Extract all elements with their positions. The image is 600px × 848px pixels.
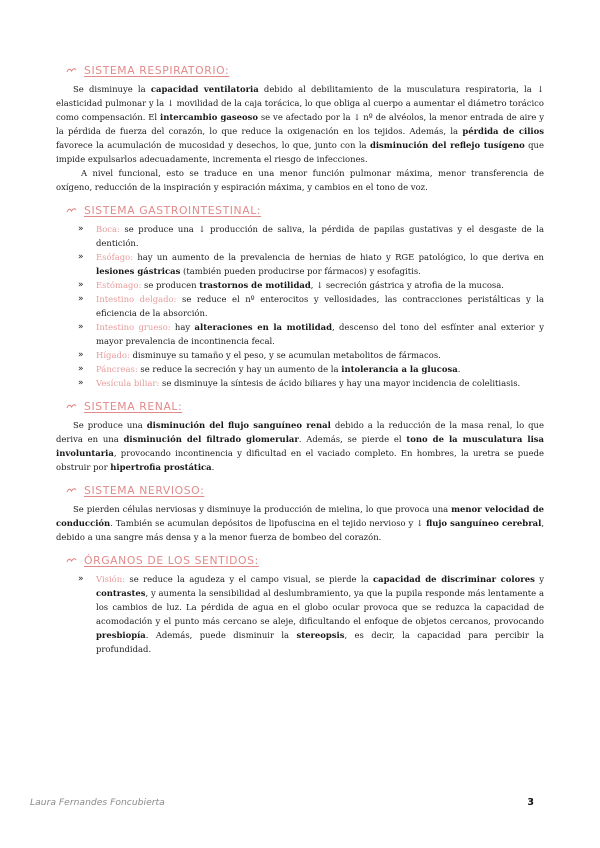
double-chevron-icon: » [78,364,84,374]
organ-list [56,572,544,656]
section-respiratorio [56,62,544,194]
list-item: » Páncreas: se reduce la secreción y hay un aumento de la intolerancia a la glucosa. [78,364,461,374]
list-item: » Boca: se produce una ↓ producción de saliva, la pérdida de papilas gustativas y el desgaste de la dentición. [78,224,544,248]
item-term: Visión: [96,574,126,584]
item-term: Páncreas: [96,364,138,374]
section-sentidos [56,552,544,656]
bold-term: capacidad ventilatoria [150,84,259,94]
bold-term: contrastes [96,588,146,598]
organ-list [56,222,544,390]
bold-term: menor velocidad de conducción [56,504,544,528]
page-number: 3 [527,797,534,808]
paragraph: Se disminuye la capacidad ventilatoria debido al debilitamiento de la musculatura respiratoria, la ↓ elasticidad pulmonar y la ↓ movilidad de la caja torácica, lo que obliga al cuerpo a aumentar el diámetro torácico como compensación. El intercambio gaseoso se ve afectado por la ↓ nº de alvéolos, la menor entrada de aire y la pérdida de fuerza del corazón, lo que reduce la oxigenación en los tejidos. Además, la pérdida de cilios favorece la acumulación de mucosidad y desechos, lo que, junto con la disminución del reflejo tusígeno que impide expulsarlos adecuadamente, incrementa el riesgo de infecciones. [56,84,545,164]
bold-term: flujo sanguíneo cerebral [426,518,542,528]
paragraph: A nivel funcional, esto se traduce en una menor función pulmonar máxima, menor transferencia de oxígeno, reducción de la inspiración y espiración máxima, y cambios en el tono de voz. [56,168,544,192]
item-term: Esófago: [96,252,134,262]
list-item: » Intestino delgado: se reduce el nº enterocitos y vellosidades, las contracciones peristálticas y la eficiencia de la absorción. [78,294,544,318]
double-chevron-icon: » [78,574,84,584]
bold-term: tono de la musculatura lisa involuntaria [56,434,544,458]
sprout-icon [66,66,77,75]
list-item: » Intestino grueso: hay alteraciones en la motilidad, descenso del tono del esfínter anal exterior y mayor prevalencia de incontinencia fecal. [78,322,544,346]
section-title: ÓRGANOS DE LOS SENTIDOS: [84,553,259,567]
item-term: Hígado: [96,350,130,360]
sprout-icon [66,556,77,565]
document-page [56,62,544,664]
bold-term: lesiones gástricas [96,266,181,276]
list-item: » Vesícula biliar: se disminuye la síntesis de ácido biliares y hay una mayor incidencia de colelitiasis. [78,378,521,388]
paragraph: Se pierden células nerviosas y disminuye la producción de mielina, lo que provoca una menor velocidad de conducción. También se acumulan depósitos de lipofuscina en el tejido nervioso y ↓ flujo sanguíneo cerebral, debido a una sangre más densa y a la menor fuerza de bombeo del corazón. [56,504,544,542]
section-title: SISTEMA GASTROINTESTINAL: [84,203,262,217]
double-chevron-icon: » [78,252,84,262]
section-title: SISTEMA RESPIRATORIO: [84,63,230,77]
double-chevron-icon: » [78,378,84,388]
page-footer [30,797,534,808]
section-heading [66,552,544,568]
item-term: Estómago: [96,280,142,290]
double-chevron-icon: » [78,350,84,360]
bold-term: intolerancia a la glucosa [341,364,458,374]
item-term: Vesícula biliar: [96,378,160,388]
bold-term: pérdida de cilios [462,126,544,136]
footer-author: Laura Fernandes Foncubierta [30,797,165,808]
section-heading [66,482,544,498]
section-gastro [56,202,544,390]
section-heading [66,202,544,218]
section-heading [66,398,544,414]
bold-term: stereopsis [296,630,345,640]
bold-term: intercambio gaseoso [160,112,258,122]
section-nervioso [56,482,544,544]
bold-term: disminución del filtrado glomerular [123,434,299,444]
item-term: Intestino delgado: [96,294,177,304]
item-term: Intestino grueso: [96,322,171,332]
item-term: Boca: [96,224,120,234]
bold-term: hipertrofia prostática [110,462,212,472]
double-chevron-icon: » [78,280,84,290]
bold-term: capacidad de discriminar colores [373,574,535,584]
sprout-icon [66,486,77,495]
sprout-icon [66,402,77,411]
bold-term: disminución del reflejo tusígeno [369,140,525,150]
list-item: » Hígado: disminuye su tamaño y el peso, y se acumulan metabolitos de fármacos. [78,350,441,360]
section-heading [66,62,544,78]
double-chevron-icon: » [78,322,84,332]
paragraph: Se produce una disminución del flujo sanguíneo renal debido a la reducción de la masa renal, lo que deriva en una disminución del filtrado glomerular. Además, se pierde el tono de la musculatura lisa involuntaria, provocando incontinencia y dificultad en el vaciado completo. En hombres, la uretra se puede obstruir por hipertrofia prostática. [56,420,544,472]
bold-term: disminución del flujo sanguíneo renal [146,420,331,430]
bold-term: presbiopía [96,630,146,640]
section-renal [56,398,544,474]
list-item: » Estómago: se producen trastornos de motilidad, ↓ secreción gástrica y atrofia de la mucosa. [78,280,504,290]
list-item: » Esófago: hay un aumento de la prevalencia de hernias de hiato y RGE patológico, lo que deriva en lesiones gástricas (también pueden producirse por fármacos) y esofagitis. [78,252,544,276]
list-item: » Visión: se reduce la agudeza y el campo visual, se pierde la capacidad de discriminar colores y contrastes, y aumenta la sensibilidad al deslumbramiento, ya que la pupila responde más lentamente a los cambios de luz. La pérdida de agua en el globo ocular provoca que se reduzca la capacidad de acomodación y el punto más cercano se aleje, dificultando el enfoque de objetos cercanos, provocando presbiopía. Además, puede disminuir la stereopsis, es decir, la capacidad para percibir la profundidad. [78,574,545,654]
bold-term: trastornos de motilidad [199,280,311,290]
sprout-icon [66,206,77,215]
section-title: SISTEMA RENAL: [84,399,183,413]
section-title: SISTEMA NERVIOSO: [84,483,205,497]
double-chevron-icon: » [78,294,84,304]
bold-term: alteraciones en la motilidad [194,322,332,332]
double-chevron-icon: » [78,224,84,234]
